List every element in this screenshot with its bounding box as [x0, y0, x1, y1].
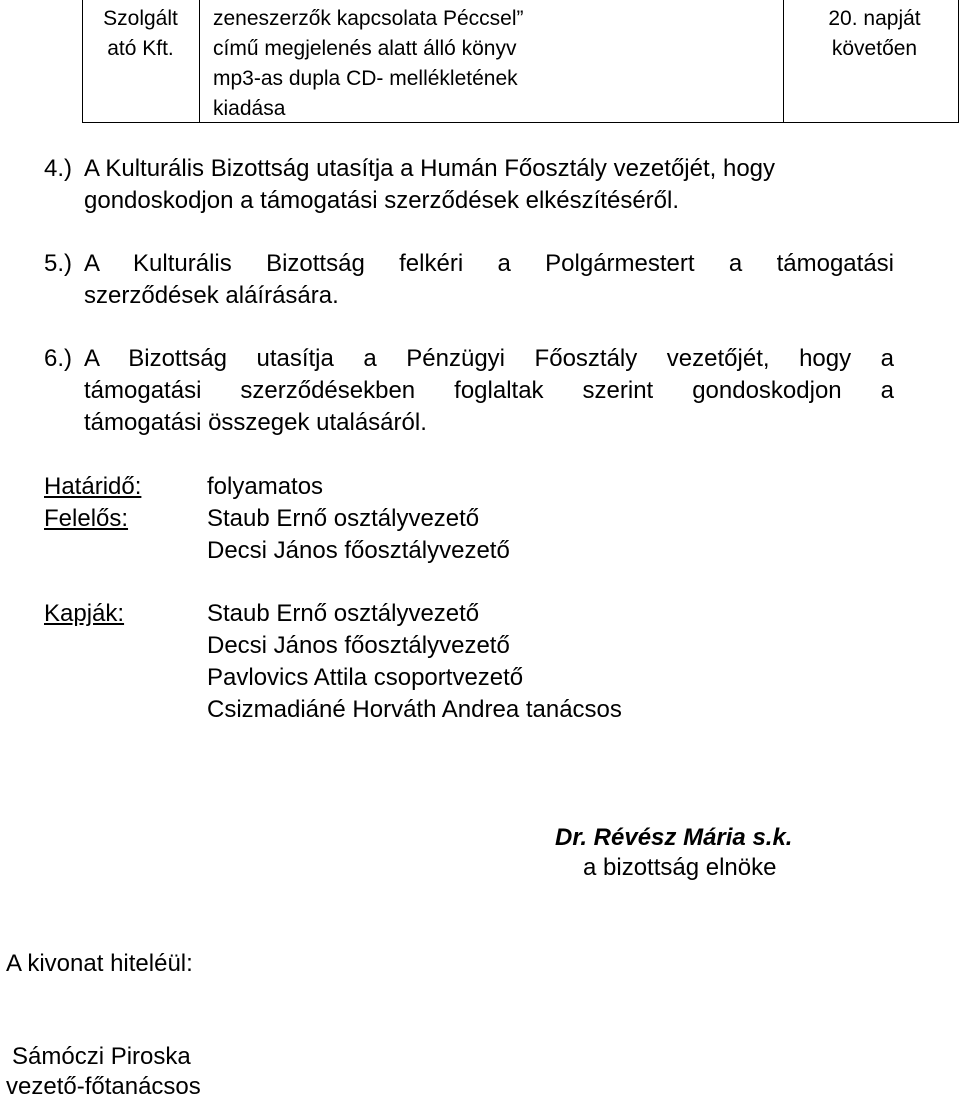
table-cell-description — [213, 4, 603, 124]
table-border-right — [958, 0, 959, 123]
recipients-label: Kapják: — [44, 600, 125, 627]
responsible-label: Felelős: — [44, 505, 129, 532]
item-number: 6.) — [44, 345, 73, 372]
table-cell-organization — [93, 4, 188, 64]
resolution-item-4 — [44, 153, 894, 217]
certifier-name: Sámóczi Piroska — [12, 1043, 191, 1070]
item-line: gondoskodjon a támogatási szerződések elkészítéséről. — [84, 187, 680, 214]
recipient: Decsi János főosztályvezető — [207, 632, 510, 659]
table-border-left — [82, 0, 83, 123]
recipient: Csizmadiáné Horváth Andrea tanácsos — [207, 696, 622, 723]
item-line: A Kulturális Bizottság felkéri a Polgármestert a támogatási — [84, 250, 894, 277]
item-text — [84, 343, 894, 439]
resolution-item-6 — [44, 343, 894, 439]
signatory-title: a bizottság elnöke — [583, 854, 777, 881]
responsible-person: Staub Ernő osztályvezető — [207, 505, 480, 532]
table-cell-line: zeneszerzők kapcsolata Péccsel” — [213, 7, 524, 30]
table-cell-deadline — [792, 4, 957, 64]
table-cell-line: mp3-as dupla CD- mellékletének — [213, 67, 518, 90]
table-divider-2 — [783, 0, 784, 123]
deadline-label: Határidő: — [44, 473, 142, 500]
recipient: Staub Ernő osztályvezető — [207, 600, 480, 627]
table-cell-line: Szolgált — [103, 7, 178, 30]
item-text — [84, 153, 894, 217]
signatory-name: Dr. Révész Mária s.k. — [555, 824, 793, 851]
item-line: támogatási összegek utalásáról. — [84, 409, 427, 436]
table-cell-line: ató Kft. — [107, 37, 174, 60]
table-cell-line: kiadása — [213, 97, 286, 120]
recipient: Pavlovics Attila csoportvezető — [207, 664, 524, 691]
item-line: támogatási szerződésekben foglaltak szerint gondoskodjon a — [84, 377, 894, 404]
certification-label: A kivonat hiteléül: — [6, 950, 193, 977]
item-number: 4.) — [44, 155, 73, 182]
item-line: A Bizottság utasítja a Pénzügyi Főosztály vezetőjét, hogy a — [84, 345, 894, 372]
table-cell-line: követően — [831, 37, 918, 60]
item-number: 5.) — [44, 250, 73, 277]
resolution-item-5 — [44, 248, 894, 312]
table-cell-line: 20. napját — [828, 7, 921, 30]
deadline-value: folyamatos — [207, 473, 324, 500]
table-divider-1 — [199, 0, 200, 123]
table-cell-line: című megjelenés alatt álló könyv — [213, 37, 517, 60]
item-text — [84, 248, 894, 312]
schedule-table — [82, 0, 959, 123]
item-line: szerződések aláírására. — [84, 282, 339, 309]
certifier-title: vezető-főtanácsos — [6, 1073, 201, 1100]
item-line: A Kulturális Bizottság utasítja a Humán Főosztály vezetőjét, hogy — [84, 155, 776, 182]
responsible-person: Decsi János főosztályvezető — [207, 537, 510, 564]
